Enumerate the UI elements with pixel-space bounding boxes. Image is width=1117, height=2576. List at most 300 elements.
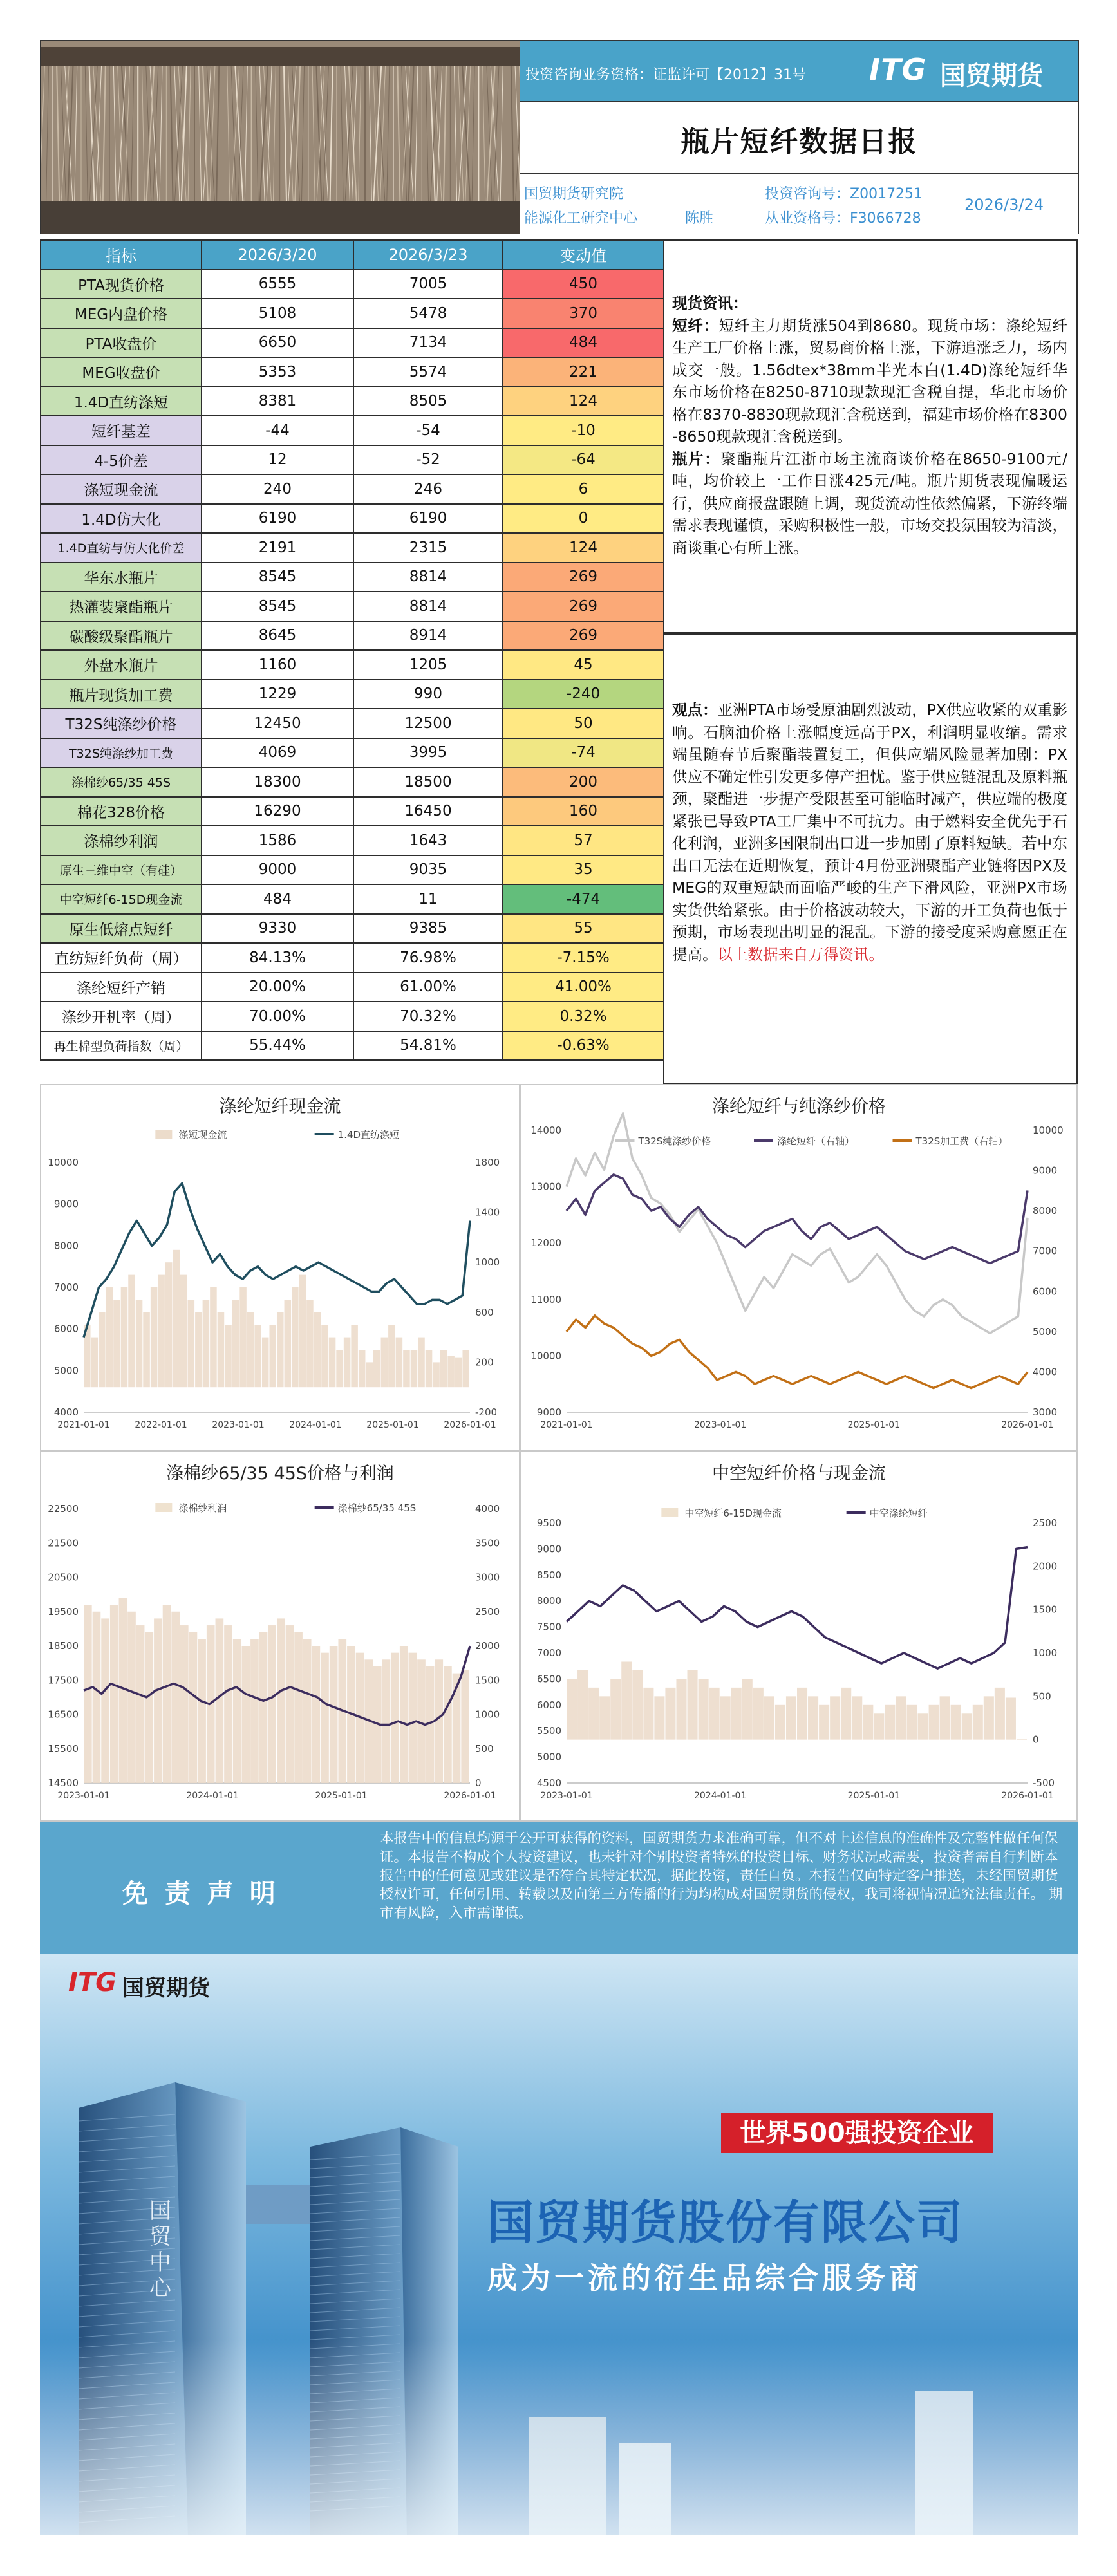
x-tick-label: 2023-01-01 — [212, 1420, 265, 1430]
row-name: 华东水瓶片 — [41, 563, 202, 592]
header-indicator: 指标 — [41, 240, 202, 270]
series-line — [567, 1547, 1028, 1669]
y-right-tick-label: 1800 — [475, 1157, 500, 1168]
table-row — [41, 416, 664, 445]
cashflow-bar — [426, 1350, 433, 1387]
chart-hollow-staple — [520, 1451, 1078, 1822]
y-left-tick-label: 10000 — [530, 1350, 561, 1362]
staple-label: 短纤： — [672, 316, 719, 335]
y-left-tick-label: 7000 — [536, 1647, 561, 1659]
row-value-2: -52 — [353, 445, 503, 475]
y-left-tick-label: 10000 — [48, 1157, 79, 1168]
x-tick-label: 2026-01-01 — [1001, 1791, 1054, 1801]
table-row — [41, 504, 664, 534]
indicator-table — [40, 239, 664, 1061]
y-right-tick-label: 10000 — [1033, 1125, 1064, 1136]
cashflow-bar — [136, 1300, 143, 1387]
cashflow-bar — [188, 1300, 195, 1387]
row-change: -64 — [503, 445, 664, 475]
cashflow-bar — [254, 1325, 261, 1387]
cashflow-bar — [329, 1338, 336, 1388]
cashflow-bar — [218, 1312, 225, 1387]
y-right-tick-label: -500 — [1033, 1777, 1055, 1789]
analyst-name: 陈胜 — [685, 210, 714, 227]
table-row — [41, 445, 664, 475]
row-change: 0 — [503, 504, 664, 534]
y-left-tick-label: 8500 — [536, 1569, 561, 1581]
cashflow-bar — [93, 1612, 101, 1783]
cashflow-bar — [198, 1639, 206, 1783]
cashflow-bar — [699, 1679, 709, 1739]
row-name: 1.4D直纺涤短 — [41, 387, 202, 416]
row-value-2: 12500 — [353, 709, 503, 738]
x-tick-label: 2025-01-01 — [315, 1791, 368, 1801]
view-commentary — [672, 699, 1067, 966]
row-value-2: 8505 — [353, 387, 503, 416]
y-right-tick-label: 2000 — [475, 1640, 500, 1652]
row-change: 269 — [503, 621, 664, 651]
row-change: 41.00% — [503, 973, 664, 1002]
cashflow-bar — [299, 1275, 306, 1388]
cashflow-bar — [145, 1632, 153, 1783]
table-row — [41, 621, 664, 651]
cashflow-bar — [929, 1705, 939, 1740]
row-name: 涤棉纱利润 — [41, 826, 202, 855]
y-right-tick-label: 6000 — [1033, 1285, 1058, 1298]
row-name: 1.4D仿大化 — [41, 504, 202, 534]
cashflow-bar — [643, 1688, 653, 1740]
brand-name: 国贸期货 — [940, 61, 1043, 91]
y-left-tick-label: 16500 — [48, 1708, 79, 1721]
row-value-1: 1160 — [202, 650, 353, 680]
chart-title: 中空短纤价格与现金流 — [712, 1464, 886, 1484]
cashflow-bar — [391, 1653, 399, 1783]
row-value-1: 5108 — [202, 299, 353, 328]
cashflow-bar — [753, 1688, 764, 1740]
company-name: 国贸期货股份有限公司 — [487, 2196, 964, 2250]
row-value-1: 6650 — [202, 328, 353, 358]
y-left-tick-label: 6500 — [536, 1673, 561, 1685]
y-left-tick-label: 9000 — [536, 1406, 561, 1418]
x-tick-label: 2024-01-01 — [186, 1791, 239, 1801]
row-change: 269 — [503, 563, 664, 592]
y-left-tick-label: 5500 — [536, 1725, 561, 1737]
cashflow-bar — [366, 1362, 373, 1387]
table-row — [41, 299, 664, 328]
x-tick-label: 2025-01-01 — [847, 1420, 901, 1430]
cashflow-bar — [852, 1696, 862, 1739]
y-right-tick-label: 3000 — [1033, 1406, 1058, 1418]
row-change: 370 — [503, 299, 664, 328]
row-name: 碳酸级聚酯瓶片 — [41, 621, 202, 651]
banner-brand-name: 国贸期货 — [122, 1975, 210, 2001]
cashflow-bar — [336, 1350, 343, 1387]
cashflow-bar — [262, 1338, 269, 1388]
y-left-tick-label: 9000 — [53, 1198, 79, 1210]
row-change: -0.63% — [503, 1031, 664, 1061]
legend-label: T32S加工费（右轴） — [915, 1135, 1008, 1147]
cashflow-bar — [863, 1705, 873, 1740]
tower-bridge — [246, 2185, 310, 2224]
header-date-1: 2026/3/20 — [202, 240, 353, 270]
y-right-tick-label: 1000 — [475, 1708, 500, 1721]
x-tick-label: 2025-01-01 — [366, 1420, 419, 1430]
view-commentary-panel — [663, 633, 1078, 1084]
header-change: 变动值 — [503, 240, 664, 270]
cashflow-bar — [121, 1287, 128, 1387]
row-name: 瓶片现货加工费 — [41, 680, 202, 709]
cashflow-bar — [621, 1661, 632, 1739]
cashflow-bar — [632, 1670, 643, 1740]
x-tick-label: 2024-01-01 — [289, 1420, 342, 1430]
row-change: 35 — [503, 855, 664, 885]
cashflow-bar — [786, 1696, 796, 1739]
y-right-tick-label: 8000 — [1033, 1205, 1058, 1217]
practice-qualification-no: 从业资格号：F3066728 — [765, 210, 921, 227]
x-tick-label: 2023-01-01 — [540, 1791, 593, 1801]
row-value-1: 2191 — [202, 533, 353, 563]
row-change: 50 — [503, 709, 664, 738]
cashflow-bar — [99, 1312, 106, 1387]
cashflow-bar — [330, 1646, 338, 1783]
row-name: 1.4D直纺与仿大化价差 — [41, 533, 202, 563]
row-value-1: 84.13% — [202, 943, 353, 973]
building-sign: 国贸中心 — [149, 2198, 171, 2301]
row-name: 原生三维中空（有硅） — [41, 855, 202, 885]
y-right-tick-label: 3500 — [475, 1537, 500, 1549]
y-right-tick-label: 2500 — [1033, 1517, 1058, 1529]
cashflow-bar — [654, 1696, 664, 1739]
spot-commentary-panel — [663, 239, 1078, 633]
y-right-tick-label: 0 — [475, 1777, 482, 1789]
y-right-tick-label: 2000 — [1033, 1560, 1058, 1573]
research-center: 能源化工研究中心 — [524, 210, 638, 227]
cashflow-bar — [411, 1350, 418, 1387]
row-value-2: 7134 — [353, 328, 503, 358]
cashflow-bar — [577, 1670, 588, 1740]
row-value-2: 70.32% — [353, 1002, 503, 1031]
cashflow-bar — [303, 1639, 312, 1783]
row-value-2: 2315 — [353, 533, 503, 563]
cashflow-bar — [830, 1696, 840, 1739]
row-value-1: -44 — [202, 416, 353, 445]
row-value-1: 6555 — [202, 270, 353, 299]
chart-title: 涤棉纱65/35 45S价格与利润 — [166, 1464, 394, 1484]
y-left-tick-label: 21500 — [48, 1537, 79, 1549]
table-row — [41, 474, 664, 504]
bottle-text: 聚酯瓶片江浙市场主流商谈价格在8650-9100元/吨，均价较上一工作日涨425元/吨。瓶片期货表现偏暖运行，供应商报盘跟随上调，现货流动性依然偏紧，下游终端需求表现谨慎，采购积极性一般，市场交投氛围较为清淡，商谈重心有所上涨。 — [672, 449, 1068, 557]
cashflow-bar — [709, 1688, 720, 1740]
row-name: 涤短现金流 — [41, 474, 202, 504]
row-name: 原生低熔点短纤 — [41, 914, 202, 944]
table-row — [41, 914, 664, 944]
row-name: 短纤基差 — [41, 416, 202, 445]
table-header-row — [41, 240, 664, 270]
cashflow-bar — [819, 1705, 829, 1740]
chart-hollow-staple-svg — [521, 1452, 1076, 1820]
cashflow-bar — [951, 1705, 961, 1740]
x-tick-label: 2026-01-01 — [1001, 1420, 1054, 1430]
x-tick-label: 2021-01-01 — [540, 1420, 593, 1430]
cashflow-bar — [180, 1275, 187, 1388]
cashflow-bar — [984, 1696, 994, 1739]
institute: 国贸期货研究院 — [524, 186, 624, 202]
y-left-tick-label: 9500 — [536, 1517, 561, 1529]
table-row — [41, 884, 664, 914]
x-tick-label: 2023-01-01 — [693, 1420, 747, 1430]
y-left-tick-label: 22500 — [48, 1503, 79, 1515]
row-change: 124 — [503, 387, 664, 416]
row-value-1: 4069 — [202, 738, 353, 768]
row-value-1: 6190 — [202, 504, 353, 534]
row-name: T32S纯涤纱加工费 — [41, 738, 202, 768]
cashflow-bar — [440, 1350, 447, 1387]
y-left-tick-label: 14500 — [48, 1777, 79, 1789]
cashflow-bar — [373, 1350, 380, 1387]
row-name: 再生棉型负荷指数（周） — [41, 1031, 202, 1061]
cashflow-bar — [918, 1713, 928, 1739]
cashflow-bar — [418, 1338, 425, 1388]
cashflow-bar — [259, 1632, 268, 1783]
cashflow-bar — [447, 1356, 455, 1388]
chart-title: 涤纶短纤与纯涤纱价格 — [712, 1097, 886, 1117]
cashflow-bar — [113, 1300, 120, 1387]
row-value-2: 54.81% — [353, 1031, 503, 1061]
legend-swatch — [155, 1130, 172, 1139]
cashflow-bar — [351, 1325, 358, 1387]
cashflow-bar — [720, 1696, 731, 1739]
invest-consult-no: 投资咨询号：Z0017251 — [765, 186, 923, 202]
table-row — [41, 533, 664, 563]
row-value-1: 1229 — [202, 680, 353, 709]
row-name: 热灌装聚酯瓶片 — [41, 592, 202, 621]
cashflow-bar — [973, 1705, 983, 1740]
cashflow-bar — [84, 1605, 92, 1783]
row-value-2: 8814 — [353, 563, 503, 592]
y-left-tick-label: 9000 — [536, 1543, 561, 1555]
row-value-1: 12450 — [202, 709, 353, 738]
cashflow-bar — [314, 1312, 321, 1387]
chart-staple-yarn-svg — [521, 1085, 1076, 1450]
y-left-tick-label: 6000 — [53, 1323, 79, 1335]
cashflow-bar — [409, 1653, 417, 1783]
y-left-tick-label: 13000 — [530, 1181, 561, 1193]
legend-label: 涤棉纱65/35 45S — [337, 1502, 417, 1514]
cashflow-bar — [995, 1688, 1005, 1740]
row-value-2: 11 — [353, 884, 503, 914]
row-value-1: 8645 — [202, 621, 353, 651]
series-line — [567, 1175, 1028, 1264]
y-right-tick-label: -200 — [475, 1406, 498, 1418]
row-change: 55 — [503, 914, 664, 944]
row-value-1: 12 — [202, 445, 353, 475]
row-value-1: 240 — [202, 474, 353, 504]
table-row — [41, 709, 664, 738]
y-right-tick-label: 200 — [475, 1356, 494, 1368]
cashflow-bar — [216, 1618, 224, 1783]
cashflow-bar — [127, 1612, 136, 1783]
y-left-tick-label: 12000 — [530, 1237, 561, 1249]
bottle-label: 瓶片： — [672, 449, 721, 468]
row-change: 124 — [503, 533, 664, 563]
report-meta — [520, 173, 1079, 234]
cashflow-bar — [461, 1670, 469, 1783]
row-value-1: 484 — [202, 884, 353, 914]
row-value-2: 9385 — [353, 914, 503, 944]
table-row — [41, 767, 664, 797]
legend-label: 中空短纤6-15D现金流 — [684, 1507, 782, 1519]
cashflow-bar — [241, 1646, 250, 1783]
table-row — [41, 387, 664, 416]
cashflow-bar — [239, 1287, 247, 1387]
legend-swatch — [661, 1508, 678, 1517]
cashflow-bar — [232, 1300, 239, 1387]
qualification-text: 投资咨询业务资格：证监许可【2012】31号 — [525, 67, 806, 83]
y-right-tick-label: 500 — [1033, 1690, 1051, 1703]
row-change: -240 — [503, 680, 664, 709]
row-name: 棉花328价格 — [41, 797, 202, 826]
cashflow-bar — [841, 1688, 851, 1740]
row-value-1: 8381 — [202, 387, 353, 416]
y-left-tick-label: 15500 — [48, 1742, 79, 1755]
row-value-2: -54 — [353, 416, 503, 445]
row-change: 160 — [503, 797, 664, 826]
cashflow-bar — [158, 1275, 165, 1388]
staple-text: 短纤主力期货涨504到8680。现货市场：涤纶短纤生产工厂价格上涨，贸易商价格上涨，下游追涨乏力，场内成交一般。1.56dtex*38mm半光本白(1.4D)涤纶短纤华东市场价格在8250-8710现款现汇含税自提，华北市场价格在8370-8830现款现汇含税送到，福建市场价格在8300-8650现款现汇含税送到。 — [672, 316, 1068, 445]
cashflow-bar — [388, 1325, 395, 1387]
y-left-tick-label: 14000 — [530, 1125, 561, 1136]
cashflow-bar — [588, 1688, 599, 1740]
row-change: 0.32% — [503, 1002, 664, 1031]
row-value-2: 246 — [353, 474, 503, 504]
cashflow-bar — [286, 1625, 294, 1783]
table-row — [41, 592, 664, 621]
header-photo — [40, 40, 521, 234]
row-value-2: 8814 — [353, 592, 503, 621]
y-left-tick-label: 8000 — [536, 1595, 561, 1607]
cashflow-bar — [189, 1632, 198, 1783]
row-change: 6 — [503, 474, 664, 504]
y-left-tick-label: 4500 — [536, 1777, 561, 1789]
row-change: 221 — [503, 357, 664, 387]
cashflow-bar — [906, 1705, 917, 1740]
y-right-tick-label: 1000 — [1033, 1647, 1058, 1659]
row-value-1: 8545 — [202, 563, 353, 592]
y-right-tick-label: 0 — [1033, 1733, 1039, 1746]
cashflow-bar — [396, 1338, 403, 1388]
cashflow-bar — [462, 1350, 469, 1387]
cashflow-bar — [731, 1688, 742, 1740]
cashflow-bar — [136, 1625, 145, 1783]
cashflow-bar — [151, 1287, 158, 1387]
row-change: 484 — [503, 328, 664, 358]
row-value-2: 1643 — [353, 826, 503, 855]
row-name: 涤棉纱65/35 45S — [41, 767, 202, 797]
banner-itg-logo: ITG — [68, 1968, 117, 1997]
cashflow-bar — [163, 1605, 171, 1783]
cashflow-bar — [171, 1612, 180, 1783]
table-row — [41, 357, 664, 387]
table-row — [41, 680, 664, 709]
header-banner — [520, 40, 1079, 102]
report-title-box — [520, 101, 1079, 174]
x-tick-label: 2021-01-01 — [57, 1420, 110, 1430]
y-right-tick-label: 500 — [475, 1742, 494, 1755]
y-right-tick-label: 9000 — [1033, 1164, 1058, 1177]
cashflow-bar — [962, 1713, 972, 1739]
table-row — [41, 855, 664, 885]
row-value-1: 9330 — [202, 914, 353, 944]
chart-staple-cashflow-svg — [41, 1085, 519, 1450]
cashflow-bar — [143, 1312, 150, 1387]
cashflow-bar — [173, 1250, 180, 1387]
y-right-tick-label: 1500 — [1033, 1603, 1058, 1616]
cashflow-bar — [292, 1287, 299, 1387]
cashflow-bar — [277, 1312, 284, 1387]
cashflow-bar — [306, 1300, 314, 1387]
row-value-1: 20.00% — [202, 973, 353, 1002]
cashflow-bar — [444, 1666, 452, 1783]
row-value-2: 16450 — [353, 797, 503, 826]
row-change: -10 — [503, 416, 664, 445]
header-date-2: 2026/3/23 — [353, 240, 503, 270]
row-value-2: 8914 — [353, 621, 503, 651]
cashflow-bar — [808, 1696, 818, 1739]
legend-label: 涤棉纱利润 — [178, 1502, 227, 1514]
table-row — [41, 1031, 664, 1061]
cashflow-bar — [940, 1696, 950, 1739]
y-right-tick-label: 7000 — [1033, 1245, 1058, 1257]
row-change: -74 — [503, 738, 664, 768]
cashflow-bar — [321, 1325, 328, 1387]
legend-swatch — [155, 1503, 172, 1512]
y-right-tick-label: 3000 — [475, 1571, 500, 1583]
cashflow-bar — [344, 1338, 351, 1388]
legend-label: 1.4D直纺涤短 — [337, 1129, 400, 1141]
cashflow-bar — [567, 1679, 577, 1739]
row-name: 外盘水瓶片 — [41, 650, 202, 680]
cashflow-bar — [224, 1625, 232, 1783]
y-left-tick-label: 8000 — [53, 1240, 79, 1252]
table-row — [41, 270, 664, 299]
table-row — [41, 328, 664, 358]
chart-tc-yarn — [40, 1451, 520, 1822]
row-name: PTA收盘价 — [41, 328, 202, 358]
row-value-1: 1586 — [202, 826, 353, 855]
table-row — [41, 973, 664, 1002]
y-right-tick-label: 1400 — [475, 1206, 500, 1218]
cashflow-bar — [277, 1618, 285, 1783]
row-name: 4-5价差 — [41, 445, 202, 475]
cashflow-bar — [180, 1625, 189, 1783]
spot-title: 现货资讯： — [672, 294, 748, 312]
chart-tc-yarn-svg — [41, 1452, 519, 1820]
cashflow-bar — [91, 1338, 99, 1388]
cashflow-bar — [688, 1670, 698, 1740]
cashflow-bar — [775, 1705, 785, 1740]
row-value-2: 7005 — [353, 270, 503, 299]
legend-label: 中空涤纶短纤 — [869, 1507, 928, 1519]
cashflow-bar — [225, 1325, 232, 1387]
cashflow-bar — [400, 1646, 408, 1783]
row-value-1: 16290 — [202, 797, 353, 826]
cashflow-bar — [294, 1632, 303, 1783]
y-left-tick-label: 5000 — [53, 1365, 79, 1377]
cashflow-bar — [610, 1679, 621, 1739]
chart-title: 涤纶短纤现金流 — [219, 1097, 341, 1117]
cashflow-bar — [210, 1287, 217, 1387]
disclaimer-section — [40, 1822, 1078, 1954]
